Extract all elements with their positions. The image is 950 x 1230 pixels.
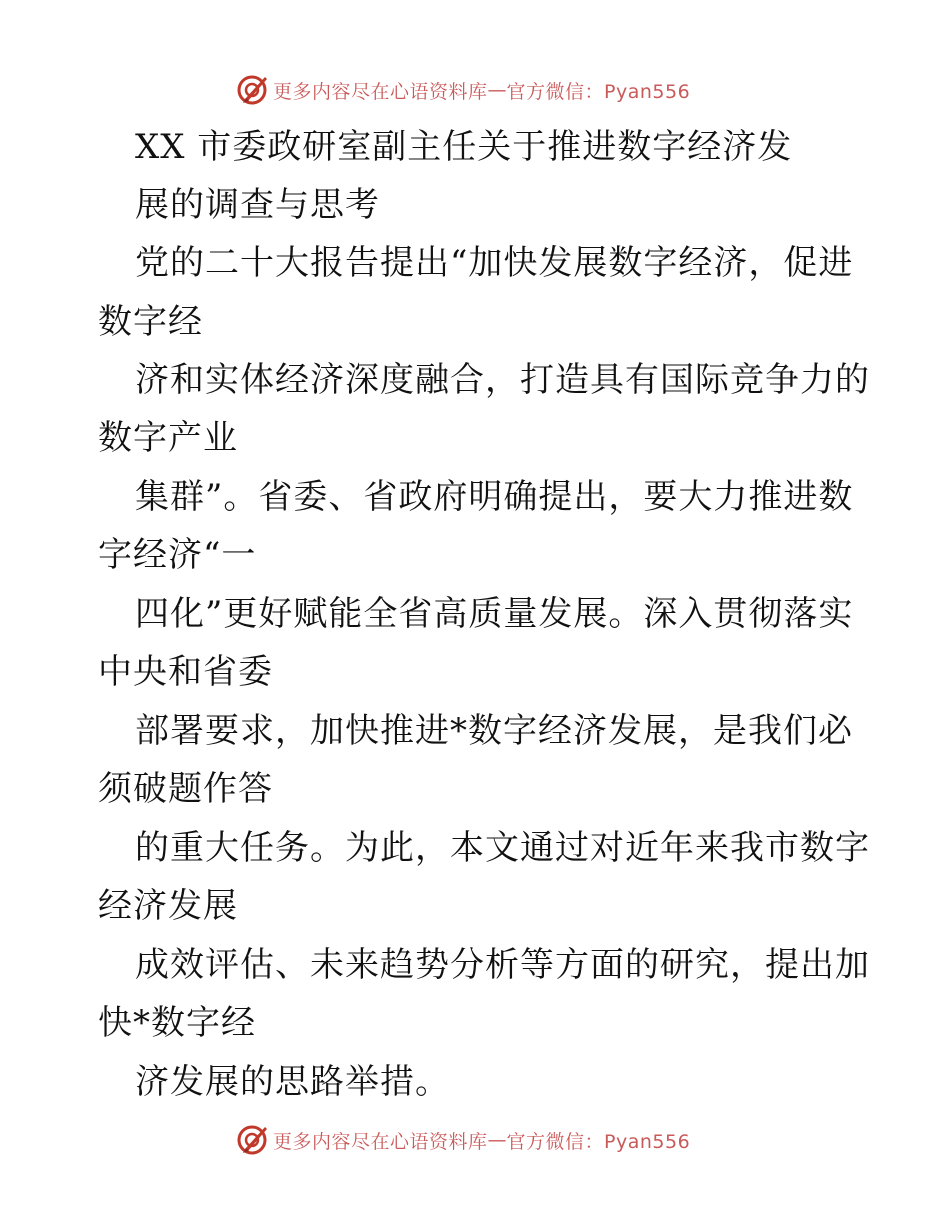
paragraph-line: 部署要求，加快推进*数字经济发展，是我们必 <box>135 711 853 751</box>
paragraph-line: 的重大任务。为此，本文通过对近年来我市数字 <box>135 828 870 868</box>
watermark-separator: — <box>487 79 507 101</box>
paragraph-line: 四化”更好赋能全省高质量发展。深入贯彻落实 <box>135 594 854 634</box>
paragraph-line: 数字经 <box>98 302 203 342</box>
title-line: XX 市委政研室副主任关于推进数字经济发 <box>135 127 793 167</box>
paragraph-line: 济和实体经济深度融合，打造具有国际竞争力的 <box>135 360 870 400</box>
pen-logo-icon <box>235 1123 269 1157</box>
watermark-text: 更多内容尽在心语资料库 <box>273 80 488 103</box>
paragraph-line: 须破题作答 <box>98 769 273 809</box>
paragraph-line: 快*数字经 <box>98 1003 256 1043</box>
paragraph-line: 中央和省委 <box>98 652 273 692</box>
paragraph-line: 经济发展 <box>98 886 238 926</box>
watermark-text: 更多内容尽在心语资料库 <box>273 1130 488 1153</box>
footer-watermark <box>235 1122 690 1158</box>
title-line: 展的调查与思考 <box>135 185 380 225</box>
paragraph-line: 济发展的思路举措。 <box>135 1062 450 1102</box>
paragraph-line: 成效评估、未来趋势分析等方面的研究，提出加 <box>135 945 870 985</box>
paragraph-line: 集群”。省委、省政府明确提出，要大力推进数 <box>135 477 854 517</box>
watermark-contact: 官方微信：Pyan556 <box>506 1130 691 1153</box>
paragraph-line: 党的二十大报告提出“加快发展数字经济，促进 <box>135 243 854 283</box>
paragraph-line: 数字产业 <box>98 418 238 458</box>
watermark-contact: 官方微信：Pyan556 <box>506 80 691 103</box>
watermark-separator: — <box>487 1129 507 1151</box>
paragraph-line: 字经济“一 <box>98 535 257 575</box>
